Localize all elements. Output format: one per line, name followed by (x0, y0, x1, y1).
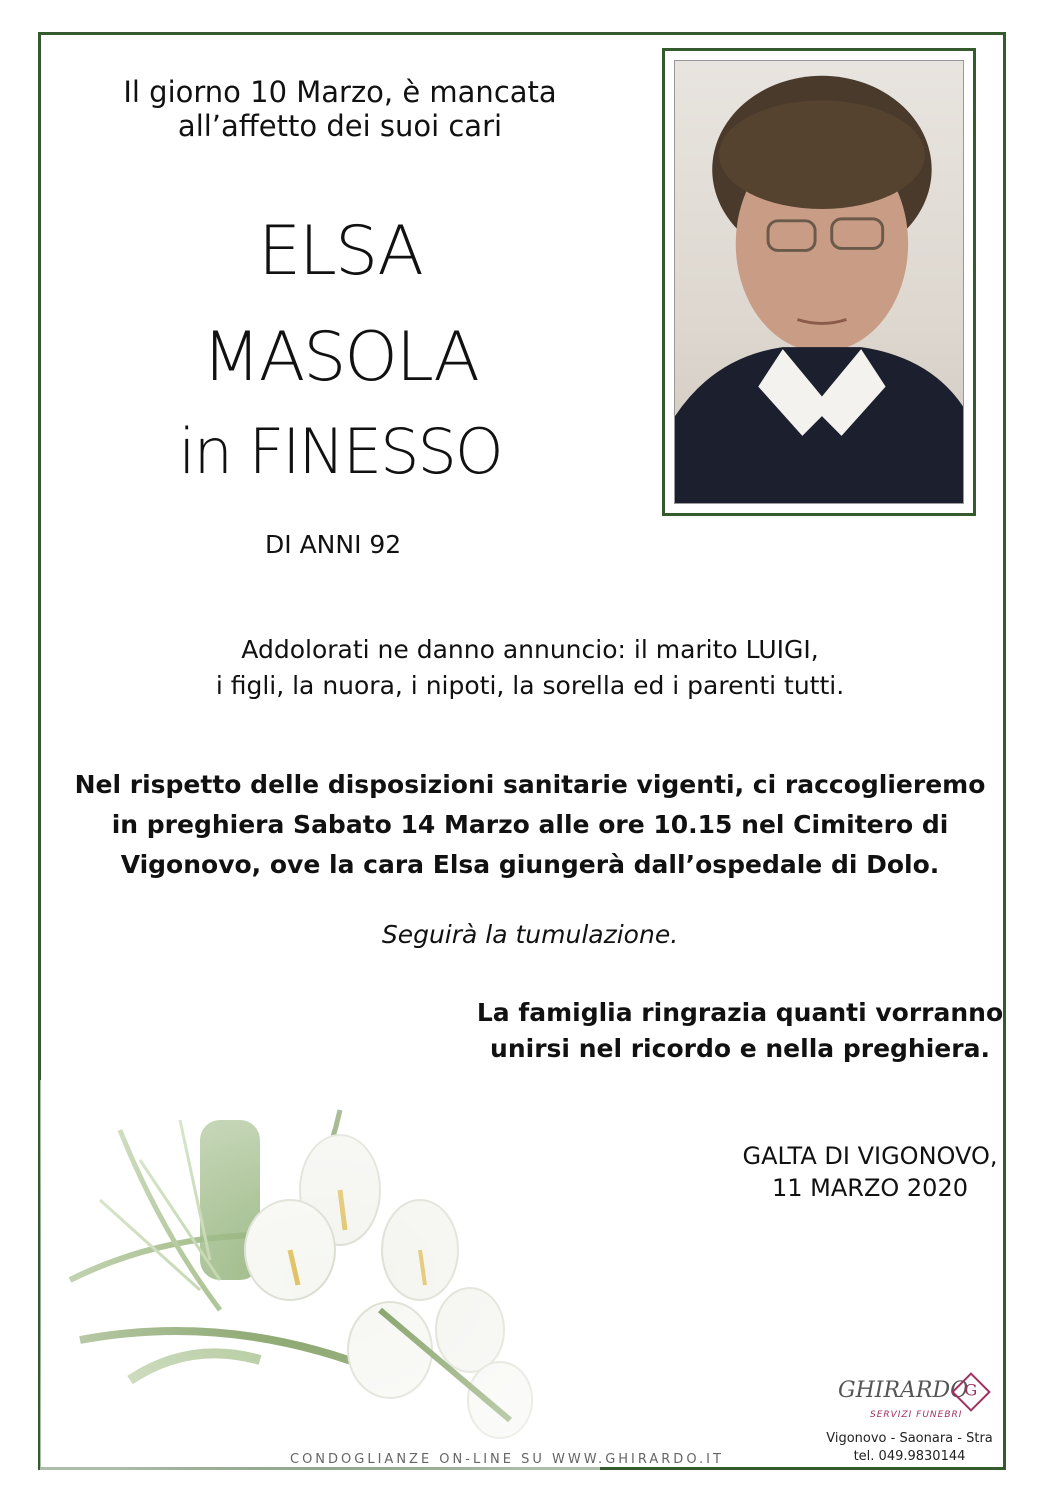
contact-towns: Vigonovo - Saonara - Stra (826, 1431, 993, 1446)
thanks-line-2: unirsi nel ricordo e nella preghiera. (490, 1034, 990, 1063)
thanks-line-1: La famiglia ringrazia quanti vorranno (476, 998, 1004, 1027)
logo-subtitle: SERVIZI FUNEBRI (870, 1410, 963, 1420)
place-and-date (690, 1140, 1050, 1204)
announcement (140, 632, 920, 704)
portrait-frame (662, 48, 976, 516)
intro-line-1: Il giorno 10 Marzo, è mancata (123, 75, 557, 109)
announcement-line-2: i figli, la nuora, i nipoti, la sorella ed i parenti tutti. (215, 671, 845, 700)
surname: MASOLA (202, 318, 478, 397)
service-line-3: Vigonovo, ove la cara Elsa giungerà dall’ospedale di Dolo. (120, 850, 940, 879)
intro-line-2: all’affetto dei suoi cari (177, 109, 503, 143)
service-details (55, 765, 1005, 885)
calla-lily-flowers-image (40, 1080, 600, 1480)
service-line-1: Nel rispetto delle disposizioni sanitarie vigenti, ci raccoglieremo (74, 770, 986, 799)
married-name: in FINESSO (178, 415, 502, 488)
portrait-photo (674, 60, 964, 504)
logo-mark-letter: G (964, 1380, 978, 1400)
place: GALTA DI VIGONOVO, (742, 1142, 998, 1170)
portrait-illustration (675, 61, 963, 503)
service-line-2: in preghiera Sabato 14 Marzo alle ore 10.15 nel Cimitero di (111, 810, 949, 839)
intro-text (100, 75, 580, 143)
thanks-note (440, 995, 1040, 1067)
date: 11 MARZO 2020 (771, 1174, 968, 1202)
age: DI ANNI 92 (265, 530, 402, 559)
first-name: ELSA (258, 212, 422, 291)
announcement-line-1: Addolorati ne danno annuncio: il marito LUIGI, (241, 635, 819, 664)
contact-phone: tel. 049.9830144 (853, 1449, 966, 1464)
footer-website: CONDOGLIANZE ON-LINE SU WWW.GHIRARDO.IT (290, 1452, 724, 1467)
contact-info (812, 1430, 1007, 1466)
logo-name: GHIRARDO (838, 1378, 969, 1403)
burial-note: Seguirà la tumulazione. (381, 920, 679, 949)
